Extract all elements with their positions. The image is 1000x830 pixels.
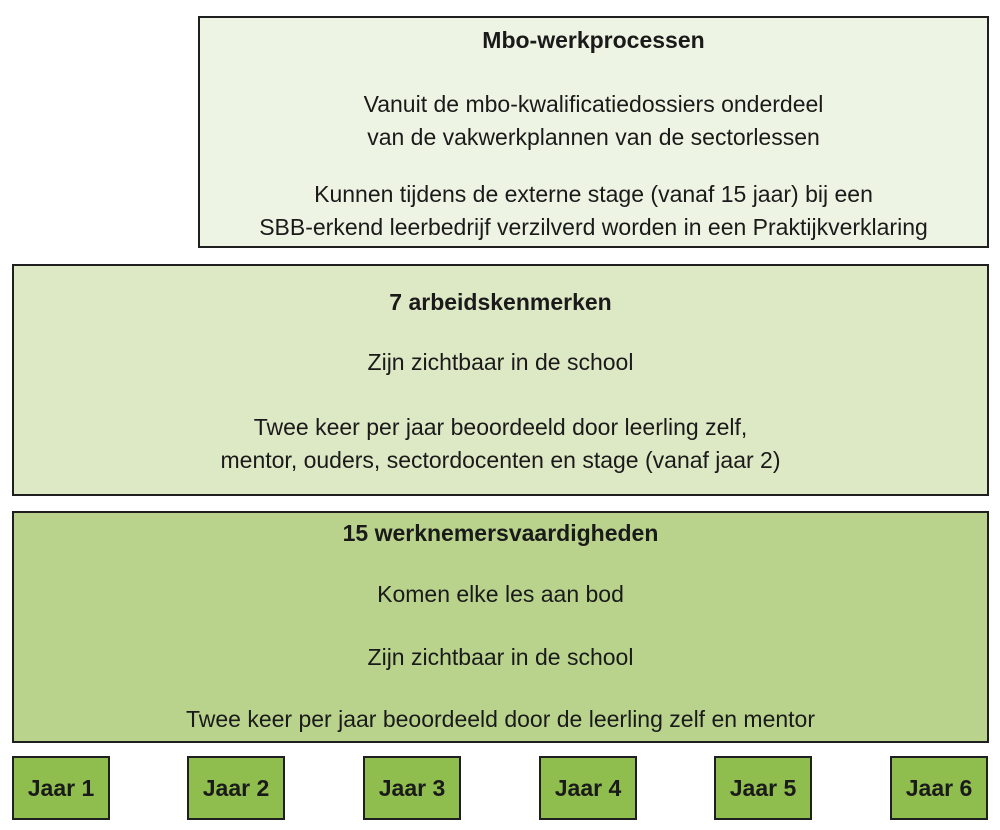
- mbo-paragraph-2-line-2: SBB-erkend leerbedrijf verzilverd worden in een Praktijkverklaring: [259, 214, 928, 240]
- mbo-paragraph-1-line-2: van de vakwerkplannen van de sectorlessen: [367, 124, 820, 150]
- mbo-paragraph-1-line-1: Vanuit de mbo-kwalificatiedossiers onderdeel: [363, 91, 824, 117]
- mbo-paragraph-1: [200, 88, 987, 154]
- werknemers-paragraph-1: Komen elke les aan bod: [377, 581, 624, 607]
- mbo-werkprocessen-box: [198, 16, 989, 248]
- arbeid-title: 7 arbeidskenmerken: [389, 289, 612, 315]
- werknemers-title: 15 werknemersvaardigheden: [342, 520, 659, 546]
- year-box-5: Jaar 5: [714, 756, 812, 820]
- mbo-title: Mbo-werkprocessen: [482, 27, 705, 53]
- werknemers-paragraph-2: Zijn zichtbaar in de school: [367, 644, 634, 670]
- year-box-6: Jaar 6: [890, 756, 988, 820]
- werknemersvaardigheden-box: [12, 511, 989, 743]
- arbeid-paragraph-1: Zijn zichtbaar in de school: [367, 349, 634, 375]
- arbeidskenmerken-box: [12, 264, 989, 496]
- arbeid-paragraph-2-line-1: Twee keer per jaar beoordeeld door leerling zelf,: [253, 414, 748, 440]
- arbeid-paragraph-2-line-2: mentor, ouders, sectordocenten en stage (vanaf jaar 2): [220, 447, 781, 473]
- mbo-paragraph-2-line-1: Kunnen tijdens de externe stage (vanaf 15 jaar) bij een: [314, 181, 873, 207]
- year-box-1: Jaar 1: [12, 756, 110, 820]
- year-box-3: Jaar 3: [363, 756, 461, 820]
- arbeid-paragraph-2: [14, 411, 987, 477]
- year-box-4: Jaar 4: [539, 756, 637, 820]
- mbo-paragraph-2: [200, 178, 987, 244]
- year-box-2: Jaar 2: [187, 756, 285, 820]
- werknemers-paragraph-3: Twee keer per jaar beoordeeld door de leerling zelf en mentor: [185, 706, 816, 732]
